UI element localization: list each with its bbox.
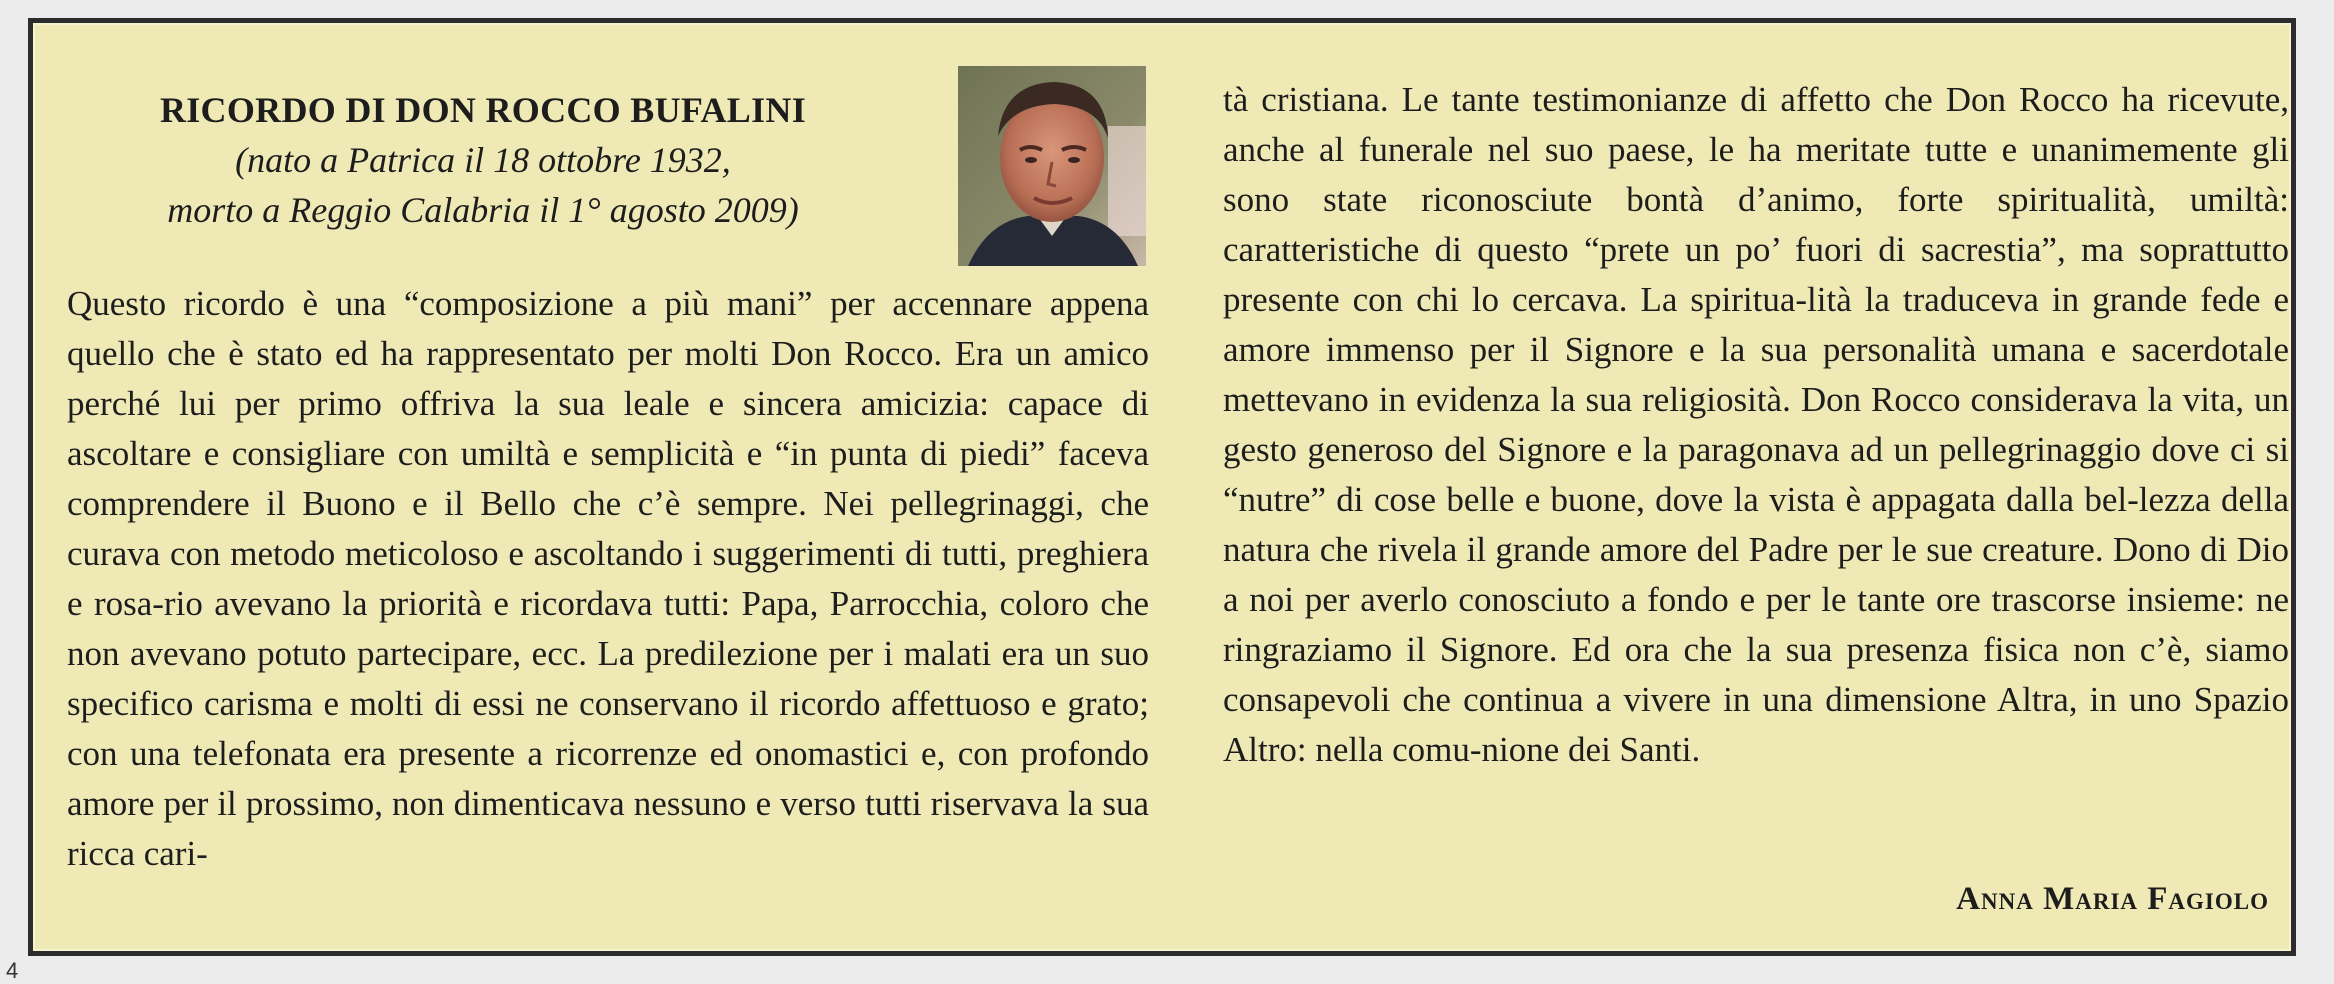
article-right-column: tà cristiana. Le tante testimonianze di affetto che Don Rocco ha ricevute, anche al funerale nel suo paese, le ha meritate tutte e unanimemente gli sono state riconosciute bontà d’animo, forte spiritualità, umiltà: caratteristiche di questo “prete un po’ fuori di sacrestia”, ma soprattutto presente con chi lo cercava. La spiritua-lità la traduceva in grande fede e amore immenso per il Signore e la sua personalità umana e sacerdotale mettevano in evidenza la sua religiosità. Don Rocco considerava la vita, un gesto generoso del Signore e la paragonava ad un pellegrinaggio dove ci si “nutre” di cose belle e buone, dove la vista è appagata dalla bel-lezza della natura che rivela il grande amore del Padre per le sue creature. Dono di Dio a noi per averlo conosciuto a fondo e per le tante ore trascorse insieme: ne ringraziamo il Signore. Ed ora che la sua presenza fisica non c’è, siamo consapevoli che continua a vivere in una dimensione Altra, in uno Spazio Altro: nella comu-nione dei Santi. — [1223, 80, 2289, 769]
article-subtitle-line2: morto a Reggio Calabria il 1° agosto 2009) — [167, 190, 799, 230]
memorial-article-box — [28, 18, 2296, 956]
article-left-column: Questo ricordo è una “composizione a più mani” per accennare appena quello che è stato ed ha rappresentato per molti Don Rocco. Era un amico perché lui per primo offriva la sua leale e sincera amicizia: capace di ascoltare e consigliare con umiltà e semplicità e “in punta di piedi” faceva comprendere il Buono e il Bello che c’è sempre. Nei pellegrinaggi, che curava con metodo meticoloso e ascoltando i suggerimenti di tutti, preghiera e rosa-rio avevano la priorità e ricordava tutti: Papa, Parrocchia, coloro che non avevano potuto partecipare, ecc. La predilezione per i malati era un suo specifico carisma e molti di essi ne conservano il ricordo affettuoso e grato; con una telefonata era presente a ricorrenze ed onomastici e, con profondo amore per il prossimo, non dimenticava nessuno e verso tutti riservava la sua ricca cari- — [67, 284, 1149, 873]
portrait-image — [958, 66, 1146, 266]
page-number: 4 — [6, 958, 19, 983]
article-subtitle-line1: (nato a Patrica il 18 ottobre 1932, — [235, 140, 731, 180]
article-header — [93, 85, 873, 235]
author-signature: Anna Maria Fagiolo — [1956, 881, 2269, 917]
article-title: RICORDO DI DON ROCCO BUFALINI — [159, 90, 807, 130]
portrait-photo — [958, 66, 1146, 266]
